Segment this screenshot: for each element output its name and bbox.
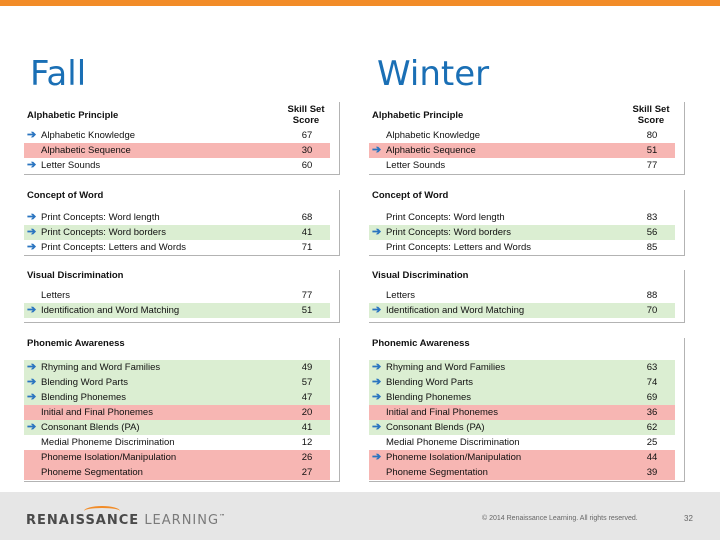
skill-label: Print Concepts: Word borders (386, 227, 511, 238)
skill-set-score-header (276, 104, 336, 126)
skill-row (369, 303, 675, 318)
skill-label: Rhyming and Word Families (41, 362, 161, 373)
logo-trademark: ™ (219, 513, 227, 521)
arrow-right-icon: ➔ (27, 376, 37, 388)
skill-score: 47 (301, 392, 313, 403)
skill-score: 88 (646, 290, 658, 301)
arrow-right-icon: ➔ (372, 144, 382, 156)
skill-row (369, 128, 675, 143)
skill-label: Print Concepts: Word length (386, 212, 505, 223)
skill-row (24, 375, 330, 390)
skill-label: Letter Sounds (41, 160, 101, 171)
skill-label: Alphabetic Knowledge (386, 130, 481, 141)
skill-row (24, 420, 330, 435)
arrow-right-icon: ➔ (27, 226, 37, 238)
skill-row (24, 128, 330, 143)
skill-label: Print Concepts: Word length (41, 212, 160, 223)
skill-set-score-header (621, 104, 681, 126)
arrow-right-icon: ➔ (27, 159, 37, 171)
arrow-right-icon: ➔ (27, 129, 37, 141)
top-accent-bar (0, 0, 720, 6)
skill-row (24, 210, 330, 225)
winter-heading: Winter (377, 54, 490, 94)
section-title: Phonemic Awareness (372, 338, 470, 349)
section-title: Concept of Word (372, 190, 449, 201)
skill-score: 36 (646, 407, 658, 418)
skill-label: Phoneme Segmentation (41, 467, 143, 478)
skill-label: Alphabetic Sequence (41, 145, 131, 156)
arrow-right-icon: ➔ (372, 304, 382, 316)
skill-row (369, 375, 675, 390)
arrow-right-icon: ➔ (372, 391, 382, 403)
skill-row (369, 158, 675, 173)
logo-bold-text: RENAISSANCE (26, 513, 140, 528)
skill-score: 62 (646, 422, 658, 433)
skill-label: Print Concepts: Letters and Words (386, 242, 532, 253)
section-title: Concept of Word (27, 190, 104, 201)
section-title: Alphabetic Principle (372, 110, 464, 121)
skill-label: Rhyming and Word Families (386, 362, 506, 373)
skill-label: Alphabetic Knowledge (41, 130, 136, 141)
skill-score: 56 (646, 227, 658, 238)
skill-score: 70 (646, 305, 658, 316)
renaissance-learning-logo (26, 513, 226, 528)
arrow-right-icon: ➔ (27, 421, 37, 433)
skill-label: Letters (386, 290, 416, 301)
page-number: 32 (684, 514, 693, 523)
skill-label: Phoneme Isolation/Manipulation (41, 452, 177, 463)
skill-row (24, 288, 330, 303)
arrow-right-icon: ➔ (27, 391, 37, 403)
skill-label: Phoneme Isolation/Manipulation (386, 452, 522, 463)
skill-row (369, 225, 675, 240)
score-header-line1: Skill Set (632, 104, 670, 115)
skill-score: 74 (646, 377, 658, 388)
skill-label: Medial Phoneme Discrimination (41, 437, 175, 448)
skill-score: 30 (301, 145, 313, 156)
skill-score: 20 (301, 407, 313, 418)
skill-score: 26 (301, 452, 313, 463)
arrow-right-icon: ➔ (372, 361, 382, 373)
skill-row (369, 465, 675, 480)
logo-thin-text: LEARNING (144, 513, 220, 528)
arrow-right-icon: ➔ (27, 241, 37, 253)
skill-row (24, 450, 330, 465)
section-title: Visual Discrimination (372, 270, 469, 281)
skill-row (369, 405, 675, 420)
skill-row (24, 465, 330, 480)
section-title: Alphabetic Principle (27, 110, 119, 121)
arrow-right-icon: ➔ (27, 304, 37, 316)
skill-label: Letters (41, 290, 71, 301)
skill-score: 68 (301, 212, 313, 223)
skill-label: Blending Phonemes (41, 392, 127, 403)
arrow-right-icon: ➔ (372, 376, 382, 388)
skill-score: 44 (646, 452, 658, 463)
skill-label: Medial Phoneme Discrimination (386, 437, 520, 448)
skill-row (369, 210, 675, 225)
score-header-line2: Score (637, 115, 665, 126)
skill-score: 57 (301, 377, 313, 388)
skill-label: Identification and Word Matching (41, 305, 180, 316)
skill-row (369, 288, 675, 303)
skill-score: 41 (301, 422, 313, 433)
skill-score: 69 (646, 392, 658, 403)
skill-score: 60 (301, 160, 313, 171)
skill-label: Alphabetic Sequence (386, 145, 476, 156)
arrow-right-icon: ➔ (27, 211, 37, 223)
arrow-right-icon: ➔ (372, 421, 382, 433)
skill-row (24, 390, 330, 405)
score-header-line2: Score (292, 115, 320, 126)
skill-score: 80 (646, 130, 658, 141)
skill-row (24, 225, 330, 240)
skill-score: 49 (301, 362, 313, 373)
skill-row (24, 158, 330, 173)
fall-heading: Fall (30, 54, 87, 94)
skill-row (369, 390, 675, 405)
skill-label: Blending Phonemes (386, 392, 472, 403)
skill-score: 77 (301, 290, 313, 301)
arrow-right-icon: ➔ (372, 226, 382, 238)
score-header-line1: Skill Set (287, 104, 325, 115)
skill-score: 77 (646, 160, 658, 171)
skill-score: 85 (646, 242, 658, 253)
skill-score: 27 (301, 467, 313, 478)
skill-score: 39 (646, 467, 658, 478)
skill-score: 83 (646, 212, 658, 223)
skill-score: 41 (301, 227, 313, 238)
skill-row (24, 240, 330, 255)
skill-row (369, 143, 675, 158)
skill-label: Print Concepts: Letters and Words (41, 242, 187, 253)
skill-label: Print Concepts: Word borders (41, 227, 166, 238)
skill-label: Consonant Blends (PA) (386, 422, 485, 433)
skill-row (369, 240, 675, 255)
skill-score: 25 (646, 437, 658, 448)
skill-row (24, 360, 330, 375)
skill-label: Phoneme Segmentation (386, 467, 488, 478)
section-title: Phonemic Awareness (27, 338, 125, 349)
skill-score: 71 (301, 242, 313, 253)
arrow-right-icon: ➔ (372, 451, 382, 463)
skill-label: Blending Word Parts (386, 377, 473, 388)
skill-score: 51 (301, 305, 313, 316)
skill-row (369, 450, 675, 465)
arrow-right-icon: ➔ (27, 361, 37, 373)
skill-row (369, 420, 675, 435)
skill-label: Consonant Blends (PA) (41, 422, 140, 433)
skill-label: Initial and Final Phonemes (41, 407, 153, 418)
skill-score: 63 (646, 362, 658, 373)
skill-score: 51 (646, 145, 658, 156)
copyright-notice: © 2014 Renaissance Learning. All rights reserved. (482, 515, 638, 522)
skill-row (24, 143, 330, 158)
skill-label: Identification and Word Matching (386, 305, 525, 316)
skill-row (24, 435, 330, 450)
skill-row (369, 435, 675, 450)
section-title: Visual Discrimination (27, 270, 124, 281)
skill-label: Initial and Final Phonemes (386, 407, 498, 418)
skill-row (24, 303, 330, 318)
skill-row (369, 360, 675, 375)
skill-row (24, 405, 330, 420)
skill-score: 67 (301, 130, 313, 141)
skill-score: 12 (301, 437, 313, 448)
skill-label: Letter Sounds (386, 160, 446, 171)
skill-label: Blending Word Parts (41, 377, 128, 388)
